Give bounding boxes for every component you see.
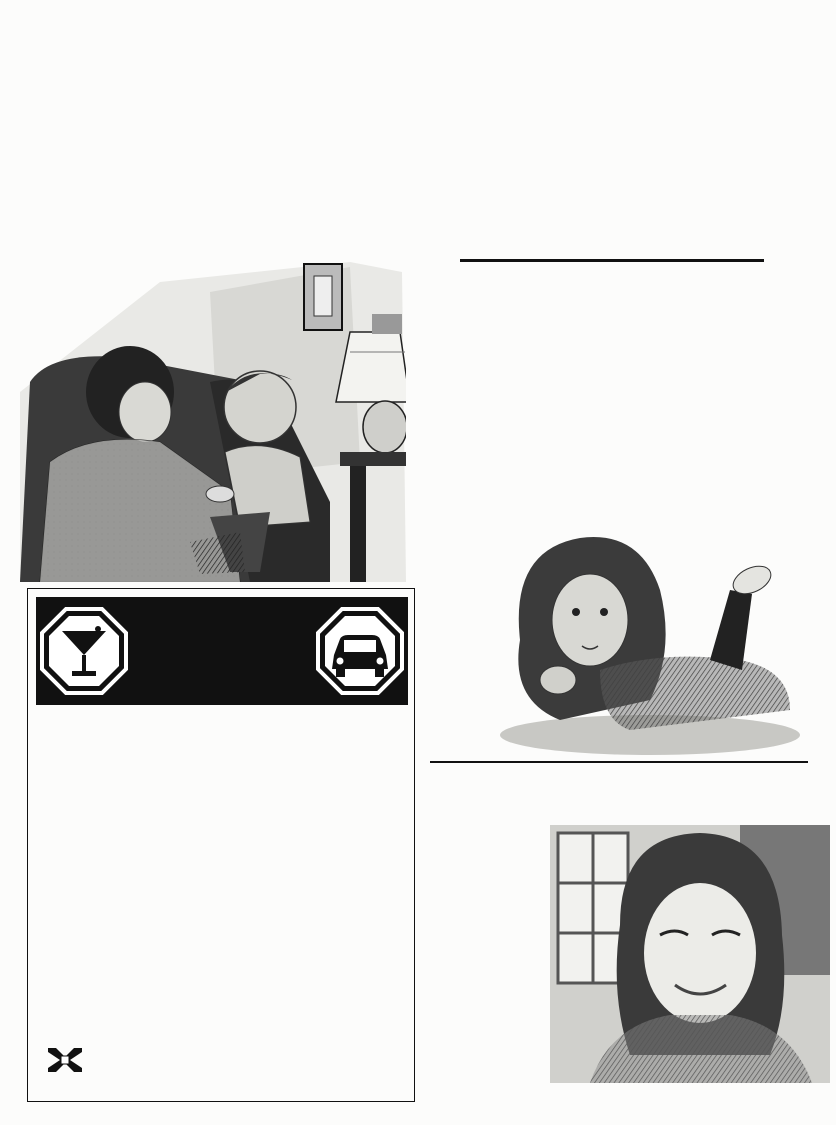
ad-box bbox=[27, 588, 415, 1102]
illustration-praying-girl bbox=[490, 530, 808, 758]
section-divider bbox=[460, 259, 764, 262]
section-divider bbox=[430, 761, 808, 763]
nova-scotia-flag-icon bbox=[48, 1048, 82, 1072]
illustrator-photo bbox=[550, 825, 830, 1083]
car-icon bbox=[316, 607, 404, 695]
ad-banner bbox=[36, 597, 408, 705]
martini-glass-icon bbox=[40, 607, 128, 695]
illustration-grandmother-child bbox=[10, 262, 406, 582]
